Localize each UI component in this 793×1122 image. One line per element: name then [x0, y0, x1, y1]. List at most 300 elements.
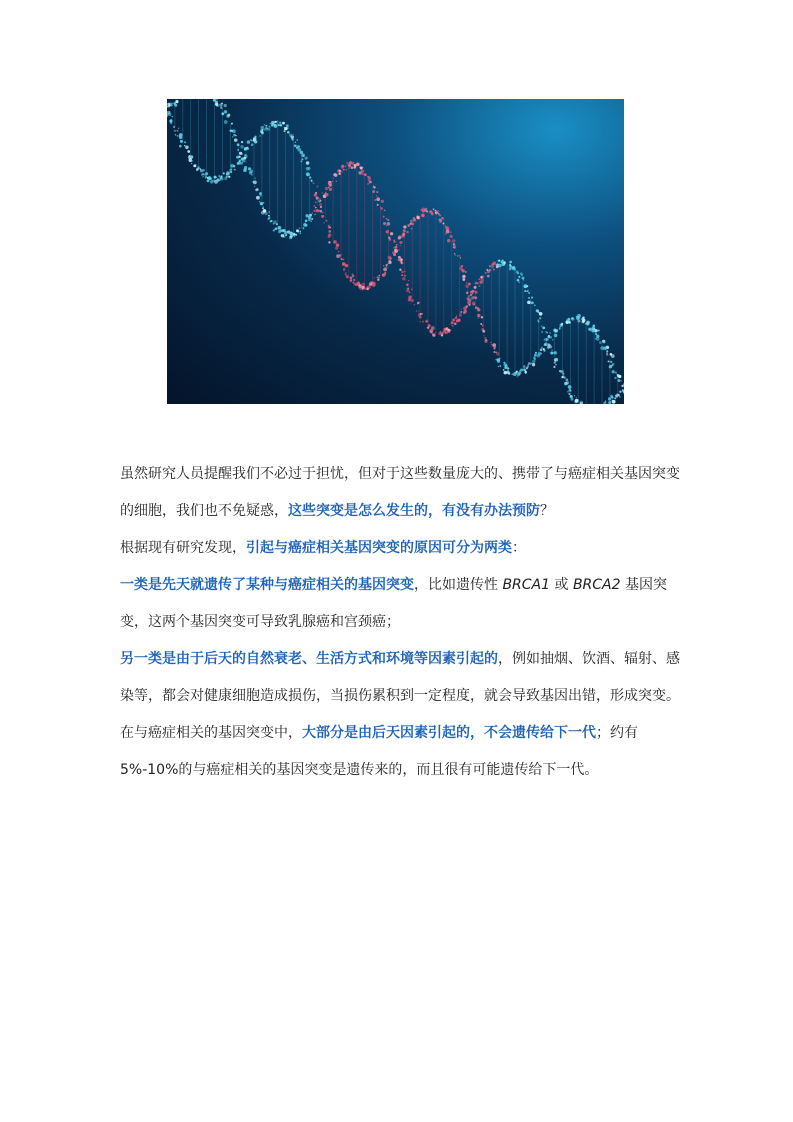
- helix-dot: [504, 366, 507, 369]
- helix-dot: [345, 272, 346, 273]
- helix-dot: [320, 200, 322, 202]
- helix-dot: [328, 187, 329, 188]
- helix-dot: [439, 214, 441, 216]
- helix-dot: [325, 193, 328, 196]
- helix-dot: [422, 207, 425, 210]
- helix-dot: [328, 182, 331, 185]
- helix-dot: [400, 261, 402, 263]
- helix-dot: [452, 325, 454, 327]
- helix-dot: [345, 264, 348, 267]
- helix-dot: [171, 116, 173, 118]
- helix-dot: [216, 104, 219, 107]
- helix-dot: [504, 371, 508, 375]
- helix-dot: [413, 218, 416, 221]
- helix-dot: [174, 130, 176, 132]
- helix-dot: [343, 169, 345, 171]
- helix-dot: [603, 346, 607, 350]
- helix-dot: [481, 316, 483, 318]
- helix-dot: [237, 149, 239, 151]
- helix-dot: [304, 156, 307, 159]
- helix-dot: [453, 246, 455, 248]
- helix-dot: [234, 138, 238, 142]
- helix-dot: [554, 361, 556, 363]
- helix-dot: [280, 125, 282, 127]
- helix-dot: [383, 268, 387, 272]
- helix-dot: [504, 262, 506, 264]
- helix-dot: [519, 372, 522, 375]
- helix-dot: [493, 268, 495, 270]
- helix-dot: [585, 322, 588, 325]
- helix-dot: [517, 272, 519, 274]
- helix-dot: [319, 210, 322, 213]
- text-segment: 或: [550, 577, 573, 593]
- helix-dot: [345, 166, 347, 168]
- helix-dot: [265, 212, 268, 215]
- helix-dot: [442, 218, 444, 220]
- helix-dot: [383, 222, 386, 225]
- helix-dot: [224, 104, 227, 107]
- helix-dot: [221, 103, 223, 105]
- helix-dot: [454, 322, 457, 325]
- helix-dot: [539, 312, 543, 316]
- text-segment: 在与癌症相关的基因突变中，: [120, 725, 302, 741]
- helix-dot: [372, 190, 375, 193]
- helix-dot: [399, 241, 402, 244]
- helix-dot: [314, 193, 317, 196]
- helix-dot: [189, 158, 193, 162]
- helix-dot: [179, 136, 183, 140]
- helix-dot: [341, 165, 345, 169]
- helix-dot: [322, 212, 323, 213]
- helix-dot: [319, 203, 322, 206]
- helix-dot: [466, 297, 469, 300]
- helix-dot: [232, 136, 234, 138]
- helix-dot: [614, 377, 616, 379]
- helix-dot: [549, 332, 551, 334]
- helix-dot: [612, 370, 615, 373]
- helix-dot: [267, 128, 268, 129]
- helix-dot: [465, 284, 469, 288]
- highlight-not-inherited: 大部分是由后天因素引起的，不会遗传给下一代: [302, 725, 596, 741]
- helix-dot: [421, 213, 424, 216]
- helix-dot: [418, 310, 419, 311]
- helix-dot: [619, 391, 621, 393]
- helix-dot: [367, 183, 369, 185]
- helix-dot: [299, 227, 301, 229]
- helix-dot: [526, 285, 528, 287]
- helix-dot: [271, 121, 275, 125]
- helix-dot: [514, 268, 516, 270]
- helix-dot: [356, 162, 360, 166]
- helix-dot: [502, 260, 503, 261]
- helix-dot: [178, 128, 179, 129]
- helix-dot: [334, 174, 337, 177]
- helix-dot: [482, 275, 484, 277]
- helix-dot: [457, 255, 458, 256]
- helix-dot: [226, 176, 228, 178]
- helix-dot: [228, 176, 230, 178]
- helix-dot: [251, 143, 254, 146]
- helix-dot: [377, 279, 379, 281]
- helix-dot: [541, 347, 543, 349]
- helix-dot: [233, 165, 235, 167]
- helix-dot: [450, 330, 451, 331]
- helix-dot: [273, 223, 275, 225]
- helix-dot: [615, 372, 617, 374]
- helix-dot: [472, 293, 474, 295]
- helix-dot: [538, 321, 540, 323]
- helix-dot: [386, 230, 389, 233]
- helix-dot: [440, 332, 441, 333]
- helix-dot: [547, 339, 549, 341]
- helix-dot: [553, 366, 555, 368]
- helix-dot: [575, 399, 579, 403]
- helix-dot: [616, 393, 619, 396]
- helix-dot: [235, 135, 236, 136]
- helix-dot: [461, 269, 464, 272]
- helix-dot: [339, 170, 342, 173]
- helix-dot: [338, 251, 339, 252]
- helix-dot: [308, 167, 311, 170]
- helix-dot: [459, 255, 461, 257]
- helix-dot: [366, 174, 367, 175]
- helix-dot: [313, 210, 315, 212]
- helix-dot: [538, 311, 540, 313]
- helix-dot: [471, 290, 474, 293]
- helix-dot: [403, 229, 406, 232]
- helix-dot: [191, 156, 193, 158]
- helix-dot: [478, 278, 480, 280]
- helix-dot: [329, 230, 332, 233]
- helix-dot: [387, 219, 389, 221]
- helix-dot: [240, 145, 244, 149]
- helix-dot: [539, 317, 541, 319]
- helix-dot: [611, 354, 615, 358]
- helix-dot: [214, 176, 217, 179]
- helix-dot: [431, 213, 434, 216]
- helix-dot: [298, 148, 302, 152]
- helix-dot: [350, 276, 353, 279]
- helix-dot: [300, 232, 302, 234]
- helix-dot: [610, 361, 612, 363]
- helix-dot: [608, 360, 610, 362]
- helix-dot: [254, 186, 255, 187]
- helix-dot: [251, 174, 253, 176]
- helix-dot: [268, 217, 270, 219]
- helix-dot: [465, 305, 468, 308]
- helix-dot: [523, 279, 524, 280]
- helix-dot: [338, 172, 341, 175]
- helix-dot: [425, 211, 426, 212]
- helix-dot: [467, 301, 471, 305]
- paragraph-inherited: [120, 567, 680, 641]
- helix-dot: [175, 134, 176, 135]
- helix-dot: [445, 233, 447, 235]
- helix-dot: [270, 123, 271, 124]
- helix-dot: [484, 339, 487, 342]
- helix-dot: [499, 260, 500, 261]
- text-segment: 基因突变，这两个基因突变可导致乳腺癌和宫颈癌；: [120, 577, 667, 630]
- helix-dot: [444, 331, 448, 335]
- helix-dot: [408, 280, 409, 281]
- helix-dot: [546, 332, 547, 333]
- helix-dot: [427, 327, 429, 329]
- helix-dot: [552, 339, 554, 341]
- helix-dot: [301, 153, 305, 157]
- helix-dot: [186, 147, 188, 149]
- helix-dot: [325, 220, 327, 222]
- helix-dot: [464, 276, 466, 278]
- helix-dot: [582, 319, 585, 322]
- helix-dot: [516, 371, 518, 373]
- helix-dot: [403, 225, 406, 228]
- helix-dot: [485, 272, 487, 274]
- helix-dot: [171, 103, 173, 105]
- helix-dot: [286, 124, 289, 127]
- helix-dot: [319, 198, 320, 199]
- helix-dot: [259, 135, 260, 136]
- helix-dot: [409, 292, 410, 293]
- text-segment: ；约有 5%-10%的与癌症相关的基因突变是遗传来的，而且很有可能遗传给下一代。: [120, 725, 638, 778]
- helix-dot: [274, 124, 278, 128]
- helix-dot: [349, 161, 352, 164]
- helix-dot: [493, 351, 495, 353]
- helix-dot: [591, 329, 595, 333]
- helix-dot: [438, 332, 442, 336]
- helix-dot: [224, 120, 228, 124]
- helix-dot: [377, 197, 379, 199]
- helix-dot: [531, 362, 532, 363]
- helix-dot: [576, 397, 577, 398]
- helix-dot: [434, 334, 436, 336]
- helix-dot: [568, 318, 570, 320]
- helix-dot: [588, 328, 591, 331]
- helix-dot: [364, 288, 366, 290]
- helix-dot: [202, 176, 204, 178]
- helix-dot: [299, 230, 301, 232]
- helix-dot: [614, 397, 616, 399]
- helix-dot: [422, 321, 424, 323]
- helix-dot: [351, 166, 354, 169]
- helix-dot: [571, 398, 574, 401]
- helix-dot: [384, 210, 385, 211]
- helix-dot: [435, 211, 438, 214]
- helix-dot: [460, 257, 461, 258]
- helix-dot: [617, 379, 620, 382]
- helix-dot: [278, 227, 280, 229]
- helix-dot: [417, 302, 419, 304]
- dna-helix-graphic: [167, 99, 624, 404]
- helix-dot: [311, 218, 313, 220]
- helix-dot: [348, 166, 349, 167]
- helix-dot: [503, 369, 505, 371]
- helix-dot: [509, 261, 512, 264]
- helix-dot: [314, 214, 316, 216]
- helix-dot: [611, 364, 613, 366]
- helix-dot: [239, 156, 241, 158]
- helix-dot: [374, 277, 375, 278]
- helix-dot: [574, 395, 575, 396]
- helix-dot: [459, 314, 462, 317]
- helix-dot: [542, 327, 545, 330]
- helix-dot: [240, 162, 243, 165]
- helix-dot: [472, 302, 476, 306]
- helix-dot: [242, 159, 245, 162]
- article-body: [120, 456, 680, 789]
- helix-dot: [361, 286, 364, 289]
- helix-dot: [411, 223, 414, 226]
- helix-dot: [318, 200, 319, 201]
- helix-dot: [336, 243, 340, 247]
- helix-dot: [221, 112, 224, 115]
- helix-dot: [175, 100, 178, 103]
- helix-dot: [346, 275, 349, 278]
- helix-dot: [544, 343, 547, 346]
- helix-dot: [292, 235, 294, 237]
- helix-dot: [419, 316, 422, 319]
- helix-dot: [582, 317, 584, 319]
- helix-dot: [241, 141, 243, 143]
- helix-dot: [548, 343, 550, 345]
- helix-dot: [457, 319, 460, 322]
- helix-dot: [253, 181, 257, 185]
- helix-dot: [263, 206, 264, 207]
- helix-dot: [402, 277, 406, 281]
- helix-dot: [264, 124, 266, 126]
- helix-dot: [395, 246, 398, 249]
- helix-dot: [380, 207, 383, 210]
- helix-dot: [417, 215, 419, 217]
- helix-dot: [477, 308, 480, 311]
- helix-dot: [383, 265, 384, 266]
- helix-dot: [389, 260, 391, 262]
- helix-dot: [566, 381, 569, 384]
- helix-dot: [401, 271, 404, 274]
- helix-dot: [398, 249, 400, 251]
- helix-dot: [499, 365, 501, 367]
- helix-dot: [261, 131, 264, 134]
- helix-dot: [608, 401, 611, 404]
- helix-dot: [259, 201, 260, 202]
- helix-dot: [528, 297, 530, 299]
- helix-dot: [377, 204, 379, 206]
- helix-dot: [301, 158, 303, 160]
- helix-dot: [493, 347, 495, 349]
- helix-dot: [262, 202, 264, 204]
- helix-dot: [386, 218, 388, 220]
- helix-dot: [184, 145, 185, 146]
- helix-dot: [451, 321, 454, 324]
- helix-dot: [445, 225, 446, 226]
- helix-dot: [401, 274, 403, 276]
- helix-dot: [606, 350, 608, 352]
- helix-dot: [543, 348, 545, 350]
- helix-dot: [324, 222, 325, 223]
- helix-dot: [477, 314, 480, 317]
- helix-dot: [618, 375, 621, 378]
- helix-dot: [489, 265, 491, 267]
- highlight-acquired: 另一类是由于后天的自然衰老、生活方式和环境等因素引起的: [120, 651, 498, 667]
- helix-dot: [460, 311, 462, 313]
- helix-dot: [301, 161, 303, 163]
- helix-dot: [177, 130, 179, 132]
- helix-dot: [376, 195, 377, 196]
- helix-dot: [342, 262, 346, 266]
- helix-dot: [461, 309, 462, 310]
- helix-dot: [555, 329, 558, 332]
- helix-dot: [202, 169, 205, 172]
- helix-dot: [369, 181, 371, 183]
- helix-dot: [204, 174, 206, 176]
- helix-dot: [388, 256, 392, 260]
- helix-dot: [359, 166, 361, 168]
- helix-dot: [239, 152, 242, 155]
- helix-dot: [456, 316, 457, 317]
- helix-dot: [493, 262, 497, 266]
- helix-dot: [169, 120, 172, 123]
- helix-dot: [498, 259, 501, 262]
- helix-dot: [399, 245, 400, 246]
- helix-dot: [548, 335, 550, 337]
- helix-dot: [561, 376, 563, 378]
- text-segment: ，例如抽烟、饮酒、辐射、感染等，都会对健康细胞造成损伤，当损伤累积到一定程度，就会导致基因出错，形成突变。: [120, 651, 680, 704]
- helix-dot: [442, 222, 444, 224]
- helix-dot: [312, 212, 313, 213]
- helix-dot: [547, 346, 550, 349]
- helix-dot: [603, 340, 606, 343]
- helix-dot: [353, 282, 354, 283]
- helix-dot: [511, 373, 513, 375]
- helix-dot: [528, 292, 530, 294]
- helix-dot: [281, 229, 284, 232]
- helix-dot: [606, 352, 608, 354]
- helix-dot: [399, 269, 401, 271]
- helix-dot: [231, 130, 234, 133]
- helix-dot: [289, 231, 293, 235]
- helix-dot: [275, 121, 277, 123]
- helix-dot: [455, 255, 456, 256]
- helix-dot: [569, 389, 572, 392]
- helix-dot: [408, 296, 412, 300]
- helix-dot: [386, 266, 387, 267]
- helix-dot: [528, 364, 529, 365]
- helix-dot: [368, 176, 371, 179]
- helix-dot: [333, 241, 336, 244]
- helix-dot: [343, 268, 346, 271]
- helix-dot: [433, 208, 435, 210]
- helix-dot: [296, 147, 298, 149]
- helix-dot: [541, 325, 542, 326]
- helix-dot: [449, 323, 450, 324]
- helix-dot: [449, 235, 452, 238]
- helix-dot: [598, 330, 600, 332]
- helix-dot: [275, 227, 278, 230]
- helix-dot: [466, 282, 468, 284]
- helix-dot: [329, 187, 332, 190]
- helix-dot: [365, 175, 366, 176]
- helix-dot: [551, 350, 552, 351]
- helix-dot: [197, 167, 199, 169]
- helix-dot: [446, 230, 450, 234]
- helix-dot: [293, 134, 294, 135]
- helix-dot: [419, 321, 421, 323]
- helix-dot: [484, 337, 486, 339]
- helix-dot: [328, 235, 331, 238]
- helix-dot: [603, 402, 606, 404]
- helix-dot: [229, 169, 232, 172]
- paragraph-conclusion: [120, 715, 680, 789]
- helix-dot: [475, 282, 478, 285]
